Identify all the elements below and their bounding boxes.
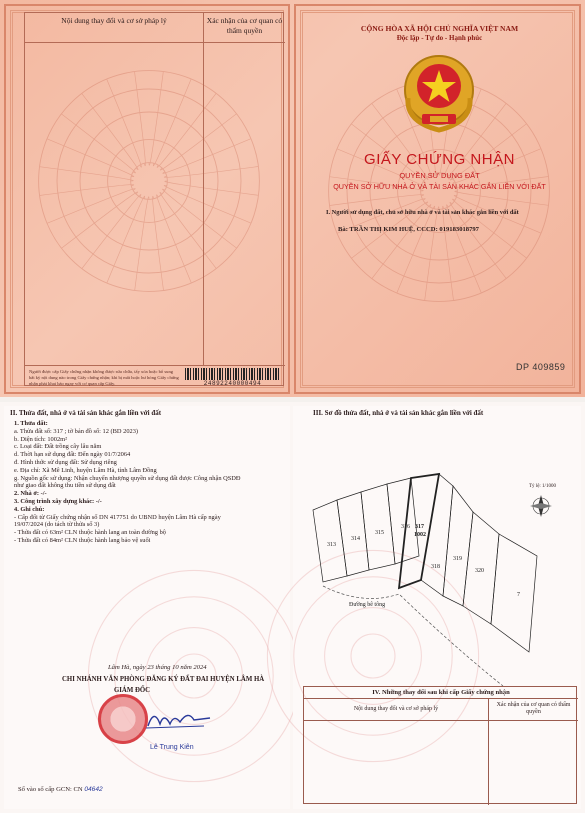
- national-motto: Độc lập - Tự do - Hạnh phúc: [396, 34, 483, 42]
- parcel-detail-line: 4. Ghi chú:: [14, 505, 45, 513]
- table-footer: [25, 365, 285, 387]
- parcel-detail-line: 19/07/2024 (do tách từ thửa số 3): [14, 521, 100, 529]
- parcel-315: [361, 484, 395, 570]
- national-emblem-icon: [400, 52, 478, 136]
- parcel-detail-line: 1. Thửa đất:: [14, 420, 48, 427]
- parcel-detail-line: đ. Hình thức sử dụng đất: Sử dụng riêng: [14, 459, 117, 466]
- parcel-detail-line: - Thửa đất có 84m² CLN thuộc hành lang bảo vệ suối: [14, 537, 151, 544]
- cover-right-page: [294, 4, 581, 394]
- signature: [144, 706, 214, 732]
- parcel-label-320: 320: [475, 568, 484, 574]
- parcel-319: [443, 486, 473, 606]
- authority-confirm-header: Xác nhận của cơ quan có thẩm quyền: [488, 699, 578, 721]
- certificate-subtitle-land: QUYỀN SỬ DỤNG ĐẤT: [399, 171, 480, 180]
- parcel-detail-line: - Cấp đổi từ Giấy chứng nhận số DN 417751 do UBND huyện Lâm Hà cấp ngày: [14, 513, 221, 521]
- sign-date: Lâm Hà, ngày 23 tháng 10 năm 2024: [108, 664, 207, 671]
- inner-right-page: [293, 406, 581, 809]
- parcel-314: [337, 492, 369, 576]
- barcode-number: 24892240000494: [203, 380, 262, 387]
- parcel-label-314: 314: [351, 536, 360, 542]
- parcel-label-313: 313: [327, 542, 336, 548]
- certificate-inner: [0, 402, 585, 813]
- road-label: Đường bê tông: [349, 602, 386, 608]
- certificate-subtitle-house: QUYỀN SỞ HỮU NHÀ Ở VÀ TÀI SẢN KHÁC GẮN LIỀN VỚI ĐẤT: [333, 182, 546, 191]
- parcel-label-7: 7: [517, 592, 520, 598]
- changes-content-header: Nội dung thay đổi và cơ sở pháp lý: [25, 13, 203, 43]
- cover-left-page: [4, 4, 290, 394]
- republic-name: CỘNG HÒA XÃ HỘI CHỦ NGHĨA VIỆT NAM: [360, 24, 519, 33]
- section-map-heading: III. Sơ đồ thửa đất, nhà ở và tài sản khác gắn liền với đất: [313, 409, 484, 417]
- changes-table: [24, 12, 284, 386]
- parcel-detail-line: c. Loại đất: Đất trồng cây lâu năm: [14, 443, 102, 451]
- parcel-detail-line: a. Thửa đất số: 317 ; tờ bản đồ số: 12 (BD 2023): [14, 427, 139, 435]
- road-line: [323, 586, 503, 686]
- parcel-detail-line: 2. Nhà ở: -/-: [14, 490, 47, 498]
- parcel-label-315: 315: [375, 530, 384, 536]
- changes-content-header: Nội dung thay đổi và cơ sở pháp lý: [304, 699, 488, 721]
- certificate-title: GIẤY CHỨNG NHẬN: [364, 151, 515, 168]
- warning-text: Người được cấp Giấy chứng nhận không được sửa chữa, tẩy xóa hoặc bổ sung bất kỳ nội dung nào trong Giấy chứng nhận; khi bị mất hoặc hư hỏng Giấy chứng nhận phải khai báo ngay với cơ quan cấp Giấy.: [29, 369, 179, 386]
- table-divider: [203, 43, 204, 365]
- authority-confirm-header: Xác nhận của cơ quan có thẩm quyền: [203, 13, 285, 43]
- issuing-office: CHI NHÁNH VĂN PHÒNG ĐĂNG KÝ ĐẤT ĐAI HUYỆN LÂM HÀ: [62, 676, 265, 683]
- parcel-label-319: 319: [453, 556, 462, 562]
- parcel-313: [313, 500, 347, 582]
- parcel-317: [399, 474, 439, 588]
- barcode: [185, 368, 280, 380]
- changes-after-issue-table: [303, 686, 577, 804]
- owner-name: Bà: TRẦN THỊ KIM HUỆ, CCCD: 019183018797: [338, 226, 479, 233]
- certificate-cover: [0, 0, 585, 397]
- official-seal: [98, 694, 148, 744]
- parcel-detail-line: 3. Công trình xây dựng khác: -/-: [14, 498, 102, 505]
- parcel-detail-line: g. Nguồn gốc sử dụng: Nhận chuyển nhượng quyền sử dụng đất được Công nhận QSDĐ: [14, 474, 241, 482]
- book-number: [18, 786, 103, 793]
- parcel-label-316: 316: [401, 524, 410, 530]
- section-owner-heading: I. Người sử dụng đất, chủ sở hữu nhà ở và tài sản khác gắn liền với đất: [326, 209, 519, 216]
- parcel-7: [491, 534, 537, 652]
- table-divider: [488, 721, 489, 805]
- signer-role: GIÁM ĐỐC: [114, 687, 151, 694]
- parcel-detail-line: e. Địa chỉ: Xã Mê Linh, huyện Lâm Hà, tỉnh Lâm Đồng: [14, 466, 157, 474]
- book-number-label: Số vào sổ cấp GCN: CN: [18, 786, 83, 793]
- signer-name: Lê Trung Kiên: [150, 744, 194, 751]
- parcel-detail-line: - Thửa đất có 63m² CLN thuộc hành lang an toàn đường bộ: [14, 529, 166, 537]
- parcel-detail-line: như giao đất không thu tiền sử dụng đất: [14, 482, 116, 490]
- map-scale: Tỷ lệ: 1/1000: [529, 484, 556, 489]
- main-parcel-area: 1002: [414, 532, 426, 538]
- compass-icon: [530, 495, 552, 517]
- serial-number: DP 409859: [516, 362, 566, 372]
- main-parcel-number: 317: [415, 524, 424, 530]
- inner-left-page: [4, 406, 290, 809]
- parcel-map: [303, 456, 573, 696]
- changes-after-issue-heading: IV. Những thay đổi sau khi cấp Giấy chứng nhận: [304, 687, 578, 699]
- parcel-detail-line: b. Diện tích: 1002m²: [14, 435, 68, 443]
- parcel-label-318: 318: [431, 564, 440, 570]
- section-parcel-heading: II. Thửa đất, nhà ở và tài sản khác gắn liền với đất: [10, 409, 162, 417]
- book-number-value: 04642: [84, 786, 103, 793]
- parcel-detail-line: d. Thời hạn sử dụng đất: Đến ngày 01/7/2064: [14, 451, 131, 459]
